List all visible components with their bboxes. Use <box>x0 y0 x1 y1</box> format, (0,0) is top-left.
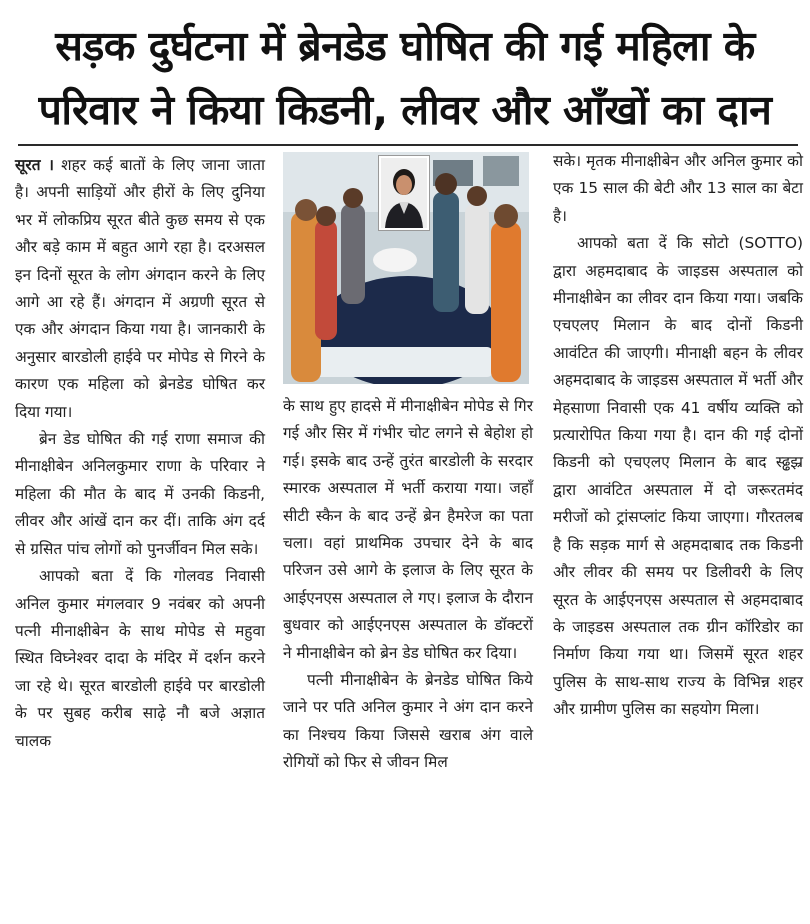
article-paragraph <box>15 152 265 426</box>
article-column-2 <box>283 393 533 777</box>
hospital-scene-photo <box>283 152 529 384</box>
dateline: सूरत । <box>15 156 54 174</box>
headline-line-1: सड़क दुर्घटना में ब्रेनडेड घोषित की गई महिला के <box>55 22 755 70</box>
article-column-3 <box>553 148 803 724</box>
woman-portrait-photo <box>379 156 429 230</box>
article-paragraph: सके। मृतक मीनाक्षीबेन और अनिल कुमार को एक 15 साल की बेटी और 13 साल का बेटा है। <box>553 152 803 225</box>
article-paragraph: आपको बता दें कि सोटो (SOTTO) द्वारा अहमदाबाद के जाइडस अस्पताल को मीनाक्षीबेन का लीवर दान किया गया। जबकि एचएलए मिलान के बाद दोनों किडनी आवंटित की जाएगी। मीनाक्षी बहन के लीवर अहमदाबाद के जाइडस अस्पताल में भर्ती और मेहसाणा निवासी एक 41 वर्षीय व्यक्ति को प्रत्यारोपित किया गया है। दान की गई दोनों किडनी को एचएलए मिलान के बाद स्ढ्ढझ्र द्वारा आवंटित अस्पताल में दो जरूरतमंद मरीजों को ट्रांसप्लांट किया जाएगा। गौरतलब है कि सड़क मार्ग से अहमदाबाद तक किडनी और लीवर की समय पर डिलीवरी के लिए सूरत के आईएनएस अस्पताल से अहमदाबाद के जाइडस अस्पताल तक ग्रीन कॉरिडोर का निर्माण किया गया था। जिसमें सूरत शहर पुलिस के साथ-साथ राज्य के विभिन्न शहर और ग्रामीण पुलिस का सहयोग मिला। <box>553 234 803 719</box>
article-column-1 <box>15 152 265 755</box>
portrait-illustration <box>381 158 427 228</box>
headline-divider <box>18 144 798 146</box>
article-paragraph: आपको बता दें कि गोलवड निवासी अनिल कुमार मंगलवार 9 नवंबर को अपनी पत्नी मीनाक्षीबेन के साथ मोपेड से महुवा स्थित विघ्नेश्वर दादा के मंदिर में दर्शन करने जा रहे थे। सूरत बारडोली हाईवे पर बारडोली के पर सुबह करीब साढ़े नौ बजे अज्ञात चालक <box>15 567 265 750</box>
headline <box>0 14 810 142</box>
paragraph-text: शहर कई बातों के लिए जाना जाता है। अपनी साड़ियों और हीरों के लिए दुनिया भर में लोकप्रिय सूरत बीते कुछ समय से एक और बड़े काम में बहुत आगे रहा है। दरअसल इन दिनों सूरत के लोग अंगदान करने के लिए आगे आ रहे हैं। अंगदान में अग्रणी सूरत से एक और अंगदान किया गया है। जानकारी के अनुसार बारडोली हाईवे पर मोपेड से गिरने के कारण एक महिला को ब्रेनडेड घोषित कर दिया गया। <box>15 156 265 421</box>
article-paragraph: ब्रेन डेड घोषित की गई राणा समाज की मीनाक्षीबेन अनिलकुमार राणा के परिवार ने महिला की मौत के बाद में उनकी किडनी, लीवर और आंखें दान कर दीं। ताकि अंग दर्द से ग्रसित पांच लोगों को पुनर्जीवन मिल सके। <box>15 430 265 558</box>
headline-line-2: परिवार ने किया किडनी, लीवर और आँखों का दान <box>38 86 772 134</box>
article-paragraph: के साथ हुए हादसे में मीनाक्षीबेन मोपेड से गिर गई और सिर में गंभीर चोट लगने से बेहोश हो गई। इसके बाद उन्हें तुरंत बारडोली के सरदार स्मारक अस्पताल में भर्ती कराया गया। जहाँ सीटी स्कैन के बाद उन्हें ब्रेन हैमरेज का पता चला। वहां प्राथमिक उपचार देने के बाद परिजन उसे आगे के इलाज के लिए सूरत के आईएनएस अस्पताल ले गए। इलाज के दौरान बुधवार को आईएनएस अस्पताल के डॉक्टरों ने मीनाक्षीबेन को ब्रेन डेड घोषित कर दिया। <box>283 397 533 662</box>
article-paragraph: पत्नी मीनाक्षीबेन के ब्रेनडेड घोषित किये जाने पर पति अनिल कुमार ने अंग दान करने का निश्चय किया जिससे खराब अंग वाले रोगियों को फिर से जीवन मिल <box>283 671 533 772</box>
